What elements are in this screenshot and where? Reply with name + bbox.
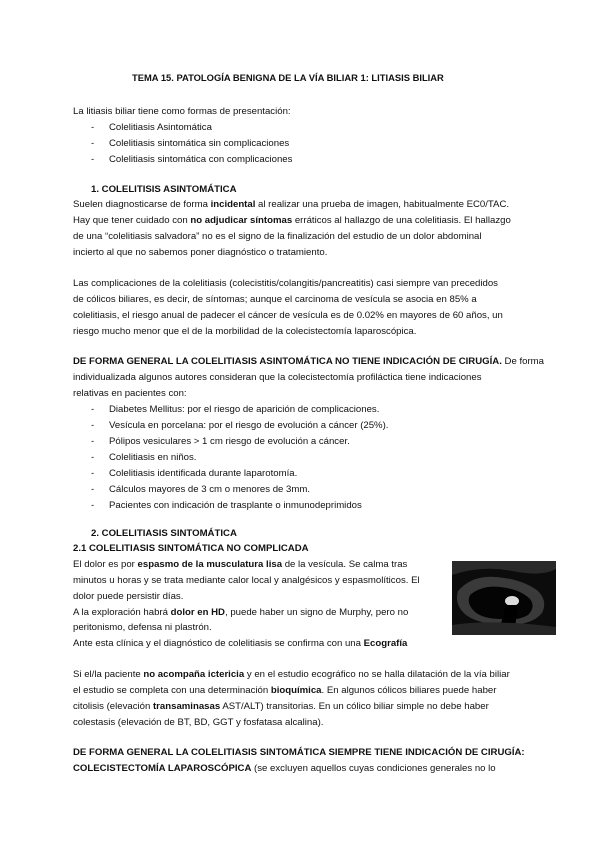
paragraph-line: de una “colelitiasis salvadora” no es el signo de la finalización del estudio de un dolor abdominal — [73, 231, 482, 242]
paragraph-line: Hay que tener cuidado con no adjudicar síntomas erráticos al hallazgo de una colelitiasis. El hallazgo — [73, 215, 511, 226]
list-item: Colelitiasis sintomática sin complicaciones — [109, 138, 290, 149]
subsection-heading: 2.1 COLELITIASIS SINTOMÁTICA NO COMPLICADA — [73, 543, 309, 554]
list-bullet: - — [91, 436, 95, 447]
paragraph-line: Ante esta clínica y el diagnóstico de colelitiasis se confirma con una Ecografía — [73, 638, 408, 649]
list-item: Colelitiasis sintomática con complicaciones — [109, 154, 293, 165]
list-item: Vesícula en porcelana: por el riesgo de evolución a cáncer (25%). — [109, 420, 389, 431]
list-item: Pacientes con indicación de trasplante o inmunodeprimidos — [109, 500, 362, 511]
list-item: Colelitiasis en niños. — [109, 452, 197, 463]
paragraph-line: de cólicos biliares, es decir, de síntomas; aunque el carcinoma de vesícula se asocia en 85% a — [73, 294, 477, 305]
paragraph-line: colestasis (elevación de BT, BD, GGT y fosfatasa alcalina). — [73, 717, 324, 728]
gallbladder-ultrasound-graphic — [452, 561, 556, 635]
paragraph-line: minutos u horas y se trata mediante calor local y analgésicos y espasmolíticos. El — [73, 575, 420, 586]
paragraph-line: riesgo mucho menor que el de la morbilidad de la colecistectomía laparoscópica. — [73, 326, 417, 337]
list-item: Cálculos mayores de 3 cm o menores de 3mm. — [109, 484, 311, 495]
list-item: Colelitiasis identificada durante laparotomía. — [109, 468, 298, 479]
section-2-heading: 2. COLELITIASIS SINTOMÁTICA — [91, 528, 237, 539]
paragraph-line: colelitiasis, el riesgo anual de padecer el cáncer de vesícula es de 0.02% en mayores de 60 años, un — [73, 310, 503, 321]
paragraph-line: citolisis (elevación transaminasas AST/ALT) transitorias. En un cólico biliar simple no debe haber — [73, 701, 489, 712]
list-bullet: - — [91, 500, 95, 511]
list-bullet: - — [91, 452, 95, 463]
list-item: Pólipos vesiculares > 1 cm riesgo de evolución a cáncer. — [109, 436, 350, 447]
ultrasound-image — [452, 561, 556, 635]
list-bullet: - — [91, 138, 95, 149]
paragraph-line: dolor puede persistir días. — [73, 591, 184, 602]
list-item: Diabetes Mellitus: por el riesgo de aparición de complicaciones. — [109, 404, 380, 415]
list-item: Colelitiasis Asintomática — [109, 122, 212, 133]
paragraph-line: peritonismo, defensa ni plastrón. — [73, 622, 212, 633]
list-bullet: - — [91, 468, 95, 479]
intro-text: La litiasis biliar tiene como formas de presentación: — [73, 106, 291, 117]
list-bullet: - — [91, 154, 95, 165]
list-bullet: - — [91, 404, 95, 415]
paragraph-line: COLECISTECTOMÍA LAPAROSCÓPICA (se excluyen aquellos cuyas condiciones generales no lo — [73, 763, 496, 774]
paragraph-line: individualizada algunos autores consideran que la colecistectomía profiláctica tiene indicaciones — [73, 372, 482, 383]
paragraph-line: relativas en pacientes con: — [73, 388, 187, 399]
section-1-heading: 1. COLELITISIS ASINTOMÁTICA — [91, 184, 237, 195]
paragraph-line: DE FORMA GENERAL LA COLELITIASIS ASINTOMÁTICA NO TIENE INDICACIÓN DE CIRUGÍA. De forma — [73, 356, 545, 367]
page-title: TEMA 15. PATOLOGÍA BENIGNA DE LA VÍA BILIAR 1: LITIASIS BILIAR — [132, 72, 444, 83]
paragraph-line: El dolor es por espasmo de la musculatura lisa de la vesícula. Se calma tras — [73, 559, 408, 570]
paragraph-line: A la exploración habrá dolor en HD, puede haber un signo de Murphy, pero no — [73, 607, 409, 618]
paragraph-line: DE FORMA GENERAL LA COLELITIASIS SINTOMÁTICA SIEMPRE TIENE INDICACIÓN DE CIRUGÍA: — [73, 747, 525, 758]
paragraph-line: Las complicaciones de la colelitiasis (colecistitis/colangitis/pancreatitis) casi siempre van precedidos — [73, 278, 498, 289]
list-bullet: - — [91, 122, 95, 133]
list-bullet: - — [91, 420, 95, 431]
paragraph-line: Suelen diagnosticarse de forma incidental al realizar una prueba de imagen, habitualmente EC0/TAC. — [73, 199, 510, 210]
paragraph-line: el estudio se completa con una determinación bioquímica. En algunos cólicos biliares puede haber — [73, 685, 497, 696]
paragraph-line: incierto al que no sabemos poner diagnóstico o tratamiento. — [73, 247, 328, 258]
paragraph-line: Si el/la paciente no acompaña ictericia y en el estudio ecográfico no se halla dilatación de la vía biliar — [73, 669, 510, 680]
list-bullet: - — [91, 484, 95, 495]
